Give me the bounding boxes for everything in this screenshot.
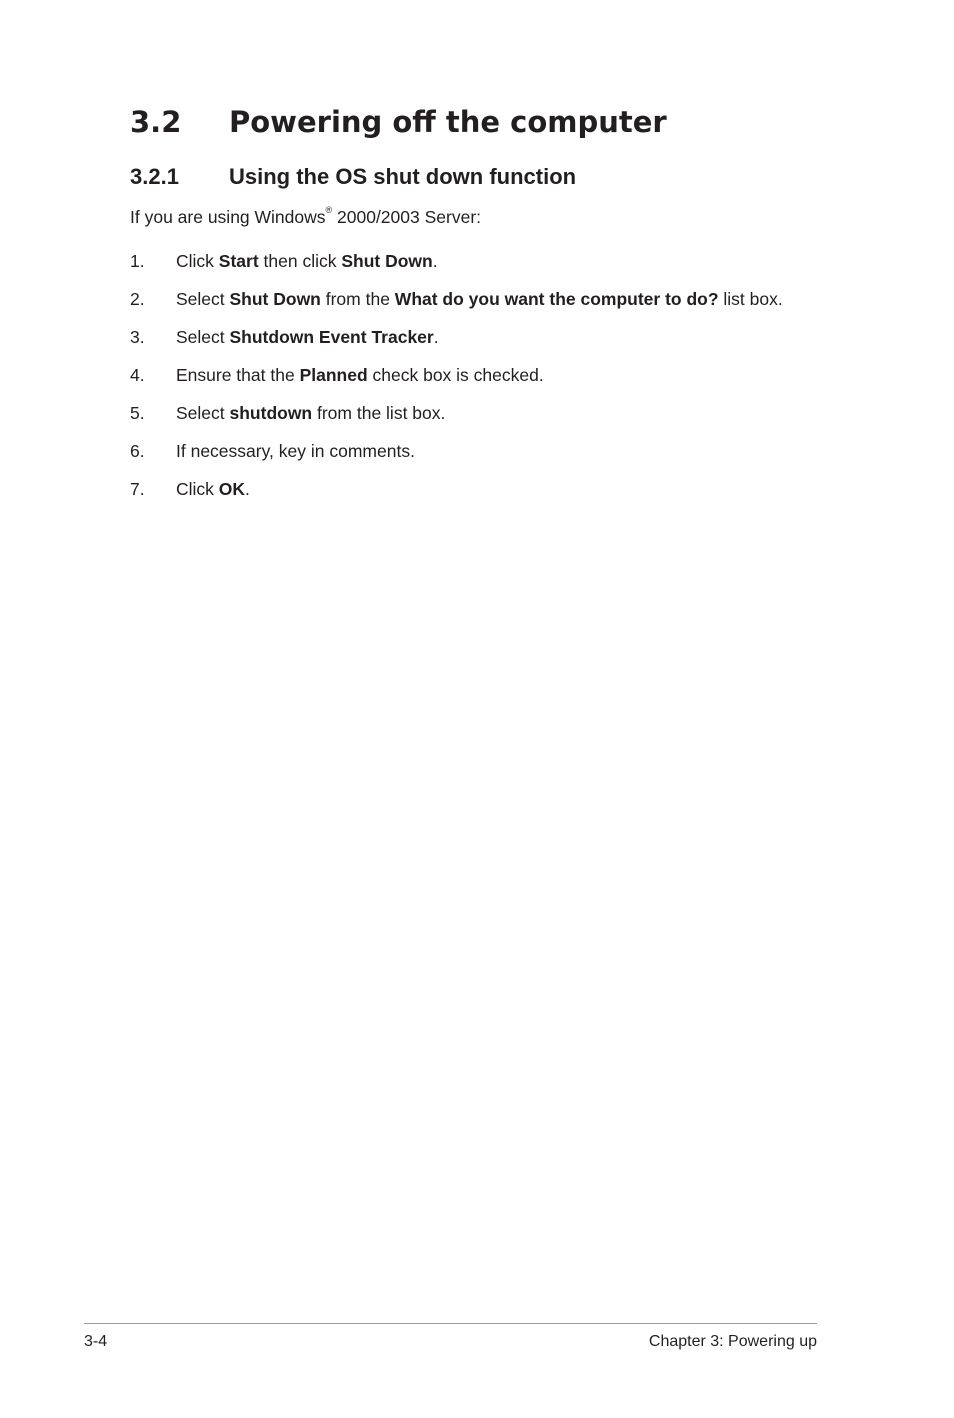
step-text — [176, 287, 810, 312]
step-text-part: Ensure that the — [176, 365, 300, 385]
step-number: 7. — [130, 479, 145, 499]
step-number: 5. — [130, 403, 145, 423]
step-text — [176, 363, 810, 388]
subsection-title-text: Using the OS shut down function — [229, 164, 577, 189]
step-text — [176, 477, 810, 502]
step-item — [130, 287, 810, 312]
section-title — [130, 100, 667, 144]
step-text-part: check box is checked. — [367, 365, 544, 385]
step-number: 6. — [130, 441, 145, 461]
intro-paragraph — [130, 204, 481, 230]
step-text-part: . — [432, 251, 438, 271]
step-text-part: from the list box. — [312, 403, 446, 423]
step-text-part: . — [433, 327, 439, 347]
section-number: 3.2 — [130, 105, 182, 139]
step-text-part: If necessary, key in comments. — [176, 441, 415, 461]
step-text-part: list box. — [718, 289, 783, 309]
step-item — [130, 249, 810, 274]
step-text — [176, 439, 810, 464]
step-item — [130, 477, 810, 502]
step-number: 4. — [130, 365, 145, 385]
subsection-title — [130, 162, 576, 192]
section-title-text: Powering off the computer — [229, 105, 667, 139]
step-text-bold: Planned — [299, 365, 368, 385]
step-text-bold: What do you want the computer to do? — [394, 289, 719, 309]
intro-text-before: If you are using Windows — [130, 207, 326, 227]
registered-trademark-mark: ® — [325, 205, 333, 216]
step-text-part: then click — [258, 251, 342, 271]
step-number: 3. — [130, 327, 145, 347]
step-text-part: Click — [176, 479, 219, 499]
step-text-part: from the — [320, 289, 395, 309]
footer-page-number: 3-4 — [84, 1333, 108, 1350]
intro-text-after: 2000/2003 Server: — [332, 207, 482, 227]
step-item — [130, 401, 810, 426]
step-item — [130, 325, 810, 350]
step-text — [176, 249, 810, 274]
step-text-bold: Start — [218, 251, 259, 271]
step-text-bold: shutdown — [229, 403, 313, 423]
step-text-part: Select — [176, 403, 230, 423]
step-text — [176, 325, 810, 350]
step-text-part: . — [245, 479, 250, 499]
step-text-bold: Shutdown Event Tracker — [229, 327, 434, 347]
step-item — [130, 363, 810, 388]
step-text — [176, 401, 810, 426]
step-text-bold: Shut Down — [229, 289, 321, 309]
step-text-part: Select — [176, 327, 230, 347]
step-text-bold: Shut Down — [341, 251, 433, 271]
steps-list — [130, 249, 810, 515]
step-text-bold: OK — [218, 479, 246, 499]
subsection-number: 3.2.1 — [130, 164, 179, 189]
step-item — [130, 439, 810, 464]
step-text-part: Select — [176, 289, 230, 309]
step-number: 1. — [130, 251, 145, 271]
footer-chapter-title: Chapter 3: Powering up — [648, 1333, 817, 1350]
step-number: 2. — [130, 289, 145, 309]
step-text-part: Click — [176, 251, 219, 271]
footer-divider — [84, 1323, 817, 1324]
